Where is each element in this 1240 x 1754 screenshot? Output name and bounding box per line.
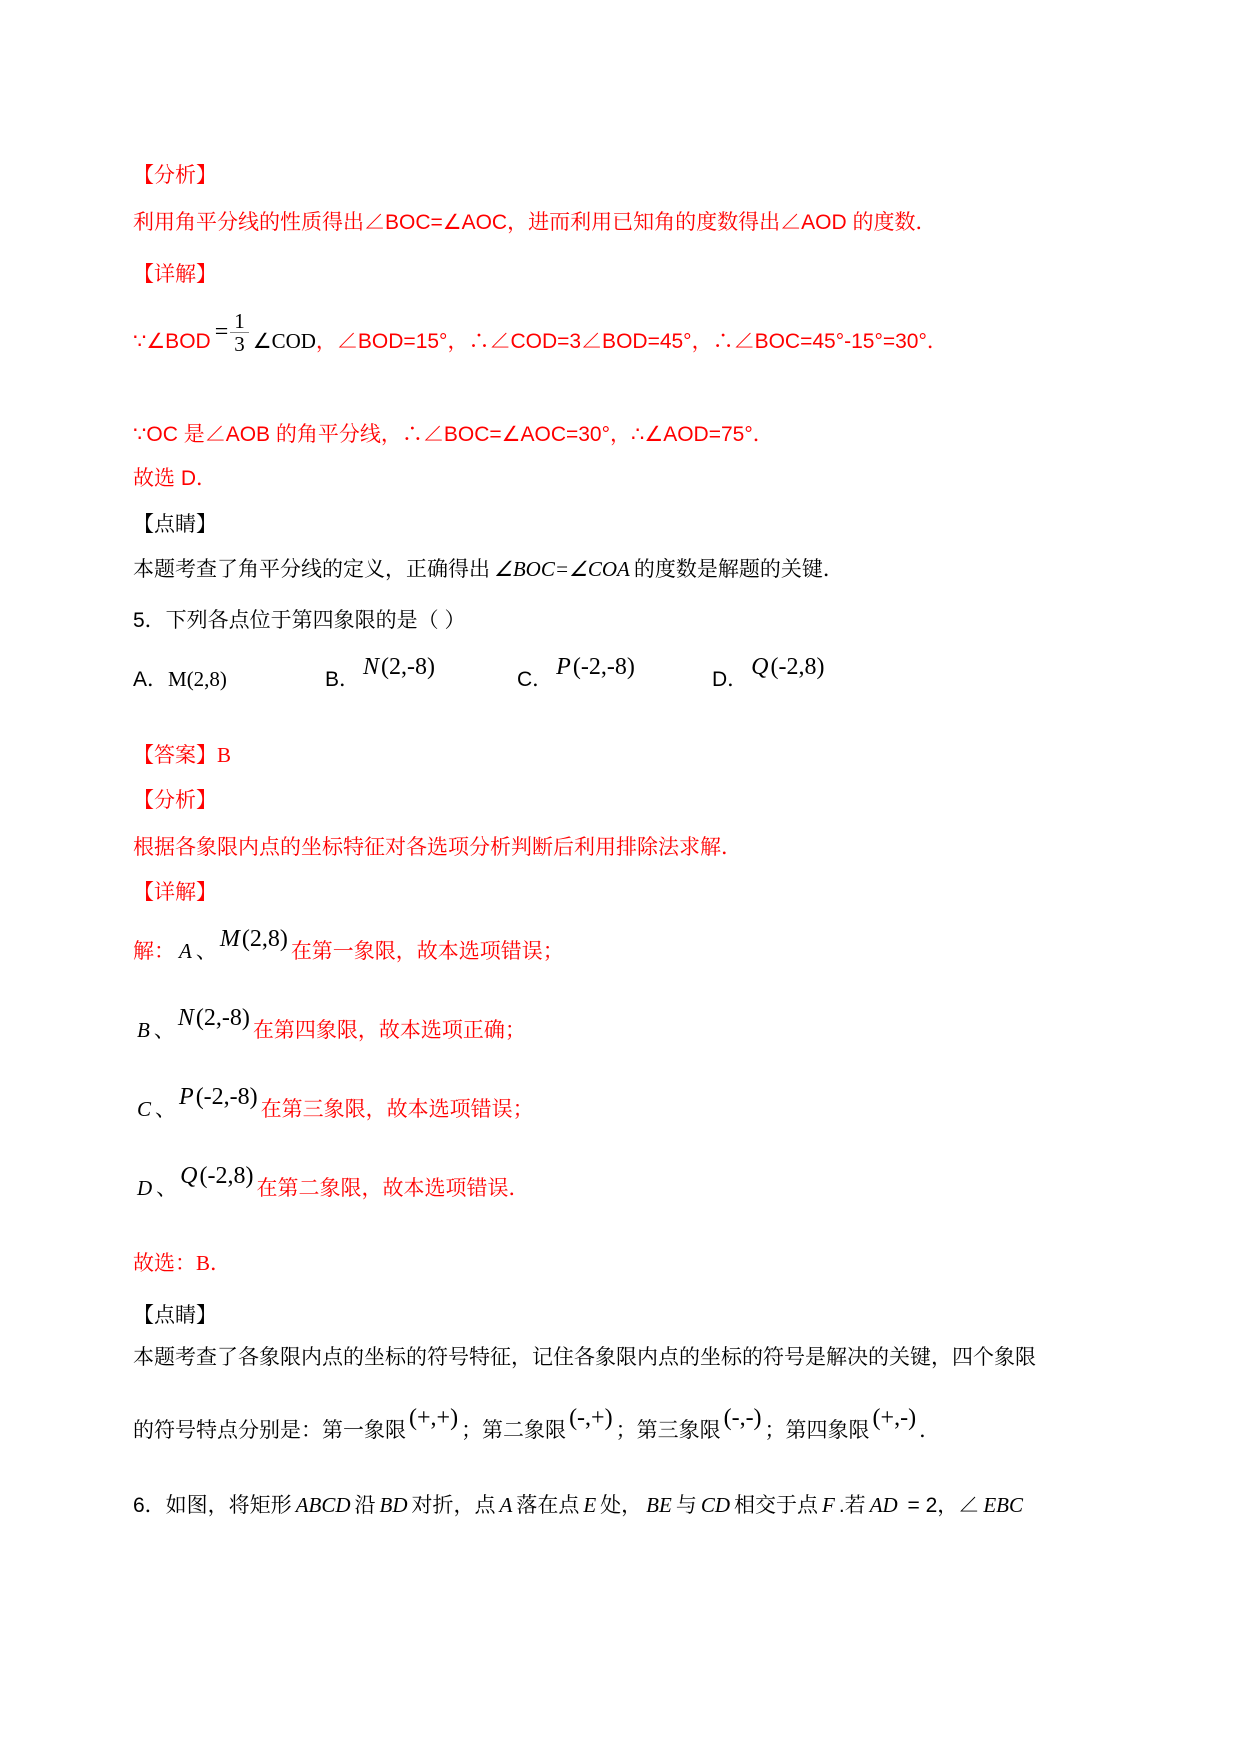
formula-pre: ∵∠BOD [133,330,211,353]
sign-quadrant3: (-,-) [723,1405,762,1432]
option-b [325,654,517,695]
detail-d-letter: D [137,1176,153,1201]
q5-tip-line2: 的符号特点分别是：第一象限 (+,+) ；第二象限 (-,+) ；第三象限 (-,-) ；第四象限 (+,-) ． [133,1405,941,1443]
option-b-label: B． [325,668,361,692]
sign-quadrant2: (-,+) [569,1405,613,1432]
sign-quadrant1: (+,+) [409,1405,459,1432]
option-a [133,664,325,695]
q5-tip-line1: 本题考查了各象限内点的坐标的符号特征，记住各象限内点的坐标的符号是解决的关键，四个象限 [133,1346,1036,1370]
q6-question: 6．如图，将矩形 ABCD 沿 BD 对折，点 A 落在点 E 处， BE 与 CD 相交于点 F .若 AD = 2，∠ EBC [133,1493,1023,1518]
q5-answer-line [133,742,1110,769]
detail-d-sep: 、 [156,1177,178,1201]
q5-detail-option-d [133,1163,1110,1204]
fraction [230,310,249,355]
q5-question: 5．下列各点位于第四象限的是（ ） [133,609,466,633]
equals-sign: = [214,319,229,346]
q4-tip-header: 【点睛】 [133,513,217,537]
option-a-label: A． [133,668,169,692]
q5-analysis-text: 根据各象限内点的坐标特征对各选项分析判断后利用排除法求解． [133,836,742,860]
q5-detail-header: 【详解】 [133,881,217,905]
detail-d-text: 在第二象限，故本选项错误． [256,1177,530,1201]
formula-post: ，∠BOD=15°，∴∠COD=3∠BOD=45°，∴∠BOC=45°-15°=30°． [315,330,948,353]
tip-math: ∠BOC=∠COA [494,557,630,582]
option-a-value: M(2,8) [168,667,227,692]
q5-tip-header: 【点睛】 [133,1304,217,1328]
fraction-denominator: 3 [230,332,249,355]
tip-post: 的度数是解题的关键． [633,558,844,582]
answer-header: 【答案】 [133,744,217,768]
option-b-math: N(2,-8) [363,654,436,681]
q4-detail-header: 【详解】 [133,263,217,286]
detail-c-text: 在第三象限，故本选项错误； [260,1098,534,1122]
formula-mid: ∠COD [252,329,316,353]
option-c [517,654,712,695]
option-d-math: Q(-2,8) [751,654,825,681]
detail-b-math: N(2,-8) [177,1005,250,1032]
q4-tip-text [133,556,1110,583]
q5-analysis-header: 【分析】 [133,789,217,813]
q5-options-row [133,654,1110,695]
detail-c-letter: C [137,1097,152,1122]
q4-analysis-header: 【分析】 [133,164,217,187]
detail-d-math: Q(-2,8) [180,1163,254,1190]
q5-detail-option-c [133,1084,1110,1125]
q5-detail-option-a [133,926,1110,967]
detail-c-sep: 、 [155,1098,177,1122]
option-d [712,654,828,695]
detail-b-text: 在第四象限，故本选项正确； [252,1019,526,1043]
q4-detail-line2: ∵OC 是∠AOB 的角平分线，∴∠BOC=∠AOC=30°，∴∠AOD=75°． [133,423,774,447]
q5-conclusion: 故选：B． [133,1251,232,1276]
fraction-one-third [215,309,249,355]
detail-a-prefix: 解： [133,940,175,964]
option-d-label: D． [712,668,749,692]
sign-quadrant4: (+,-) [872,1405,917,1432]
q4-detail-formula-line [133,308,1110,365]
fraction-numerator: 1 [234,308,245,333]
detail-b-letter: B [137,1018,150,1043]
q4-conclusion: 故选 D． [133,467,217,491]
detail-a-math: M(2,8) [219,926,288,953]
tip-pre: 本题考查了角平分线的定义，正确得出 [133,558,490,582]
option-c-math: P(-2,-8) [556,654,635,681]
detail-a-letter: A [179,939,192,964]
detail-a-text: 在第一象限，故本选项错误； [290,940,564,964]
detail-b-sep: 、 [153,1019,175,1043]
answer-value: B [217,743,232,768]
q5-detail-option-b [133,1005,1110,1046]
detail-c-math: P(-2,-8) [179,1084,258,1111]
q4-analysis-text: 利用角平分线的性质得出∠BOC=∠AOC，进而利用已知角的度数得出∠AOD 的度数． [133,211,937,234]
option-c-label: C． [517,668,554,692]
detail-a-sep: 、 [195,940,217,964]
